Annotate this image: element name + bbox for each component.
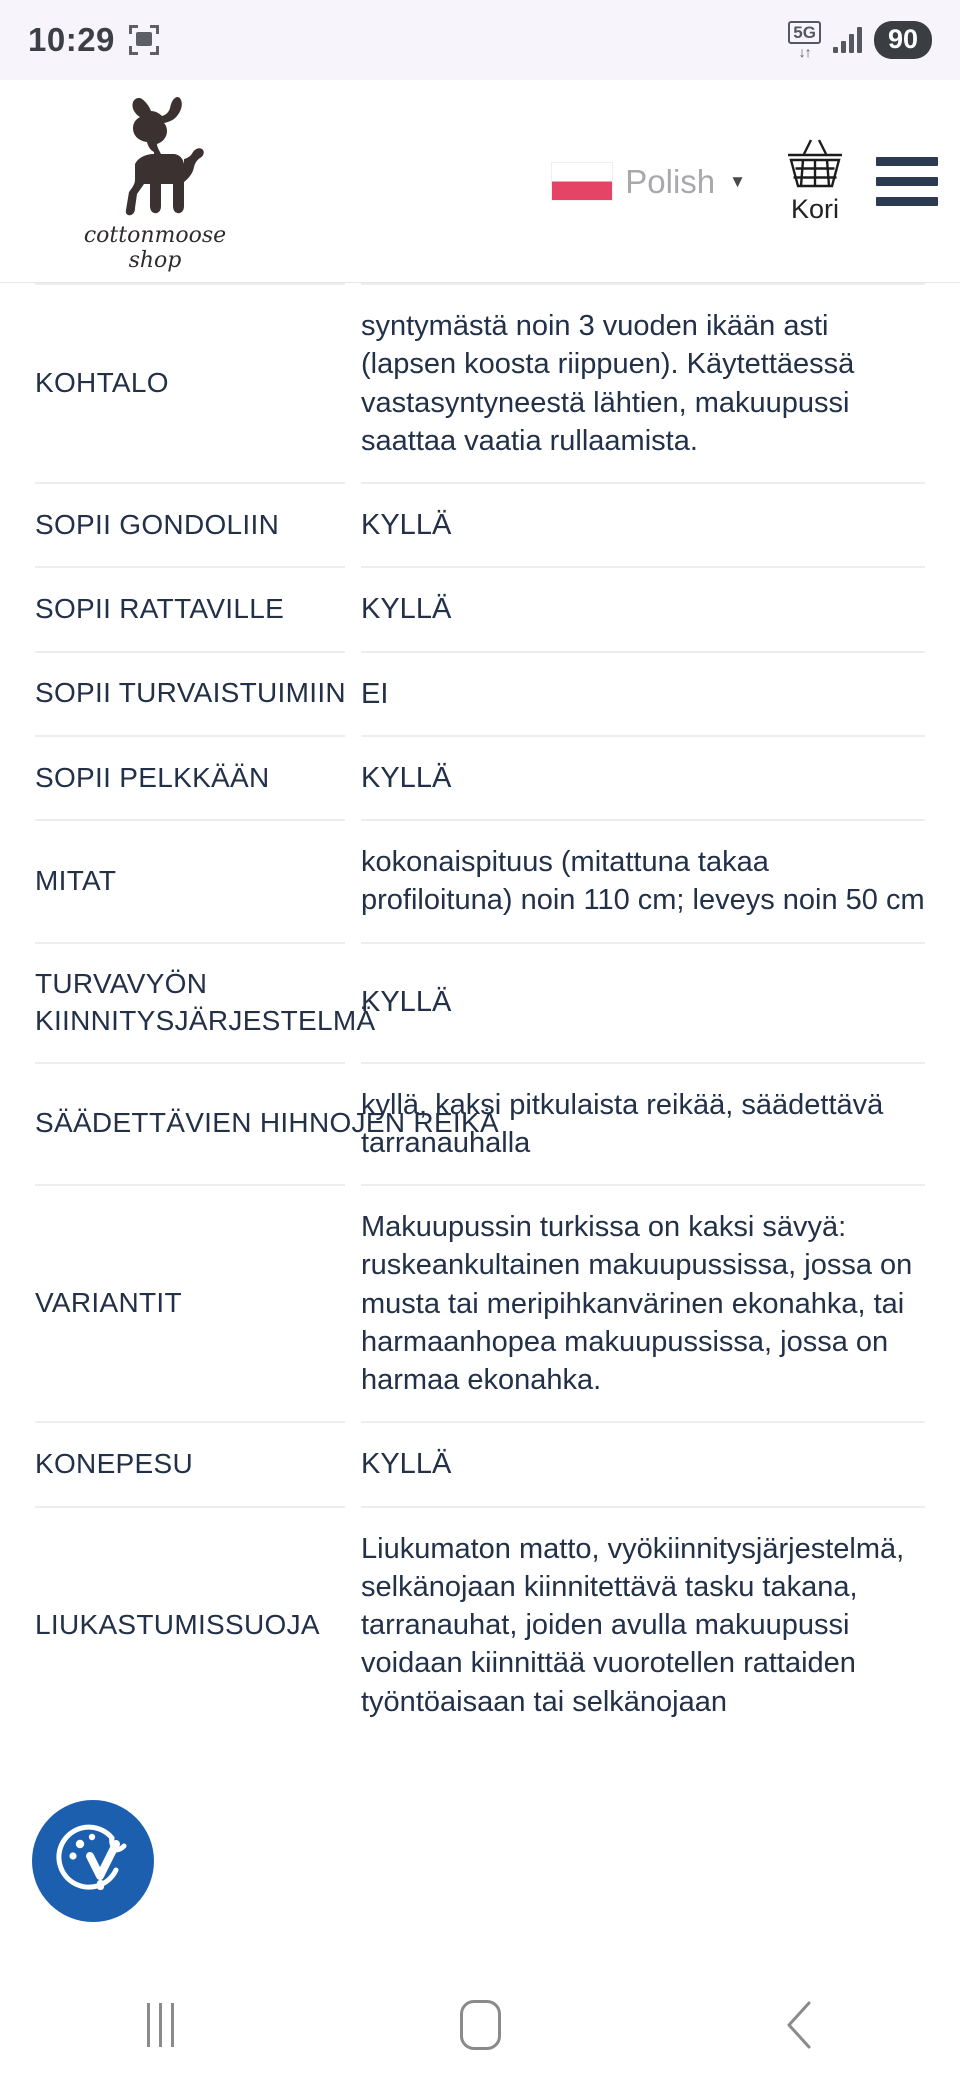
status-bar-right <box>788 21 932 59</box>
spec-value: KYLLÄ <box>361 509 452 542</box>
table-row <box>0 283 960 482</box>
back-button[interactable] <box>740 1970 860 2080</box>
spec-label-cell <box>35 651 345 735</box>
spec-value: kyllä, kaksi pitkulaista reikää, säädettävä tarranauhalla <box>361 1088 884 1159</box>
poland-flag-icon <box>551 162 613 201</box>
spec-value-cell <box>361 1506 925 1743</box>
cookie-consent-icon <box>50 1818 136 1904</box>
spec-value: KYLLÄ <box>361 986 452 1019</box>
spec-value-cell <box>361 283 925 482</box>
spec-value: KYLLÄ <box>361 761 452 794</box>
spec-label: SOPII PELKKÄÄN <box>35 761 270 793</box>
spec-label-cell <box>35 819 345 942</box>
spec-value-cell <box>361 651 925 735</box>
spec-label-cell <box>35 283 345 482</box>
table-row <box>0 942 960 1062</box>
network-5g-icon <box>788 21 821 59</box>
signal-bars-icon <box>833 27 862 53</box>
spec-label-cell <box>35 1062 499 1185</box>
clock: 10:29 <box>28 21 115 58</box>
spec-value: Makuupussin turkissa on kaksi sävyä: ruskeankultainen makuupussissa, jossa on musta tai meripihkanvärinen ekonahka, tai harmaanhopea makuupussissa, jossa on harmaa ekonahka. <box>361 1211 913 1397</box>
spec-value: EI <box>361 677 389 710</box>
table-row <box>0 735 960 819</box>
spec-value-cell <box>361 1062 925 1185</box>
hamburger-menu-icon[interactable] <box>876 151 938 212</box>
spec-label: TURVAVYÖN KIINNITYSJÄRJESTELMÄ <box>35 967 376 1036</box>
language-name: Polish <box>625 162 716 200</box>
spec-label-cell <box>35 1421 345 1505</box>
spec-label-cell <box>35 1506 345 1743</box>
spec-label: SOPII TURVAISTUIMIIN <box>35 677 346 709</box>
brand-wordmark <box>60 223 250 274</box>
cart-button[interactable] <box>784 138 846 225</box>
shopping-basket-icon <box>784 138 846 196</box>
recents-button[interactable] <box>100 1970 220 2080</box>
spec-label: KONEPESU <box>35 1448 193 1480</box>
chevron-down-icon: ▼ <box>729 171 746 191</box>
spec-label: SOPII RATTAVILLE <box>35 592 285 624</box>
site-logo[interactable] <box>60 94 250 274</box>
spec-value: kokonaispituus (mitattuna takaa profiloituna) noin 110 cm; leveys noin 50 cm <box>361 846 925 917</box>
screenshot-icon <box>129 25 159 55</box>
table-row <box>0 1062 960 1185</box>
android-nav-bar <box>0 1970 960 2080</box>
table-row <box>0 819 960 942</box>
brand-line-1: cottonmoose <box>83 223 227 248</box>
spec-label-cell <box>35 942 376 1062</box>
spec-value: Liukumaton matto, vyökiinnitysjärjestelmä, selkänojaan kiinnitettävä tasku takana, tarranauhat, joiden avulla makuupussi voidaan kiinnittää vuorotellen rattaiden työntöaisaan tai selkänojaan <box>361 1532 905 1718</box>
spec-label-cell <box>35 1184 345 1421</box>
spec-label: SOPII GONDOLIIN <box>35 508 280 540</box>
table-row <box>0 1506 960 1743</box>
spec-label-cell <box>35 735 345 819</box>
home-icon <box>460 2000 501 2050</box>
spec-value-cell <box>361 1184 925 1421</box>
spec-value-cell <box>361 566 925 650</box>
spec-label: KOHTALO <box>35 367 169 399</box>
spec-value: syntymästä noin 3 vuoden ikään asti (lapsen koosta riippuen). Käytettäessä vastasyntyneestä lähtien, makuupussi saattaa vaatia rullaamista. <box>361 310 855 457</box>
network-arrows: ↓↑ <box>798 44 811 60</box>
language-selector[interactable] <box>551 162 746 201</box>
spec-label-cell <box>35 482 345 566</box>
battery-indicator: 90 <box>874 21 932 58</box>
table-row <box>0 482 960 566</box>
status-bar-left <box>28 21 159 59</box>
table-row <box>0 566 960 650</box>
spec-label: VARIANTIT <box>35 1287 182 1319</box>
table-row <box>0 1421 960 1505</box>
moose-logo-icon <box>95 94 215 219</box>
site-header <box>0 80 960 283</box>
spec-label: LIUKASTUMISSUOJA <box>35 1608 320 1640</box>
cart-label: Kori <box>790 194 839 224</box>
header-actions <box>551 80 938 283</box>
back-icon <box>779 1999 821 2051</box>
recents-icon <box>147 2003 174 2047</box>
spec-value: KYLLÄ <box>361 593 452 626</box>
status-bar <box>0 0 960 80</box>
spec-label-cell <box>35 566 345 650</box>
network-label: 5G <box>788 21 821 44</box>
spec-value-cell <box>361 735 925 819</box>
cookie-consent-button[interactable] <box>32 1800 154 1922</box>
spec-value-cell <box>361 1421 925 1505</box>
spec-label: SÄÄDETTÄVIEN HIHNOJEN REIKÄ <box>35 1107 499 1139</box>
spec-value-cell <box>361 482 925 566</box>
table-row <box>0 1184 960 1421</box>
product-spec-table <box>0 283 960 1743</box>
spec-value-cell <box>361 819 925 942</box>
spec-value: KYLLÄ <box>361 1448 452 1481</box>
spec-label: MITAT <box>35 864 117 896</box>
brand-line-2: shop <box>128 248 182 274</box>
table-row <box>0 651 960 735</box>
spec-value-cell <box>361 942 925 1062</box>
home-button[interactable] <box>420 1970 540 2080</box>
